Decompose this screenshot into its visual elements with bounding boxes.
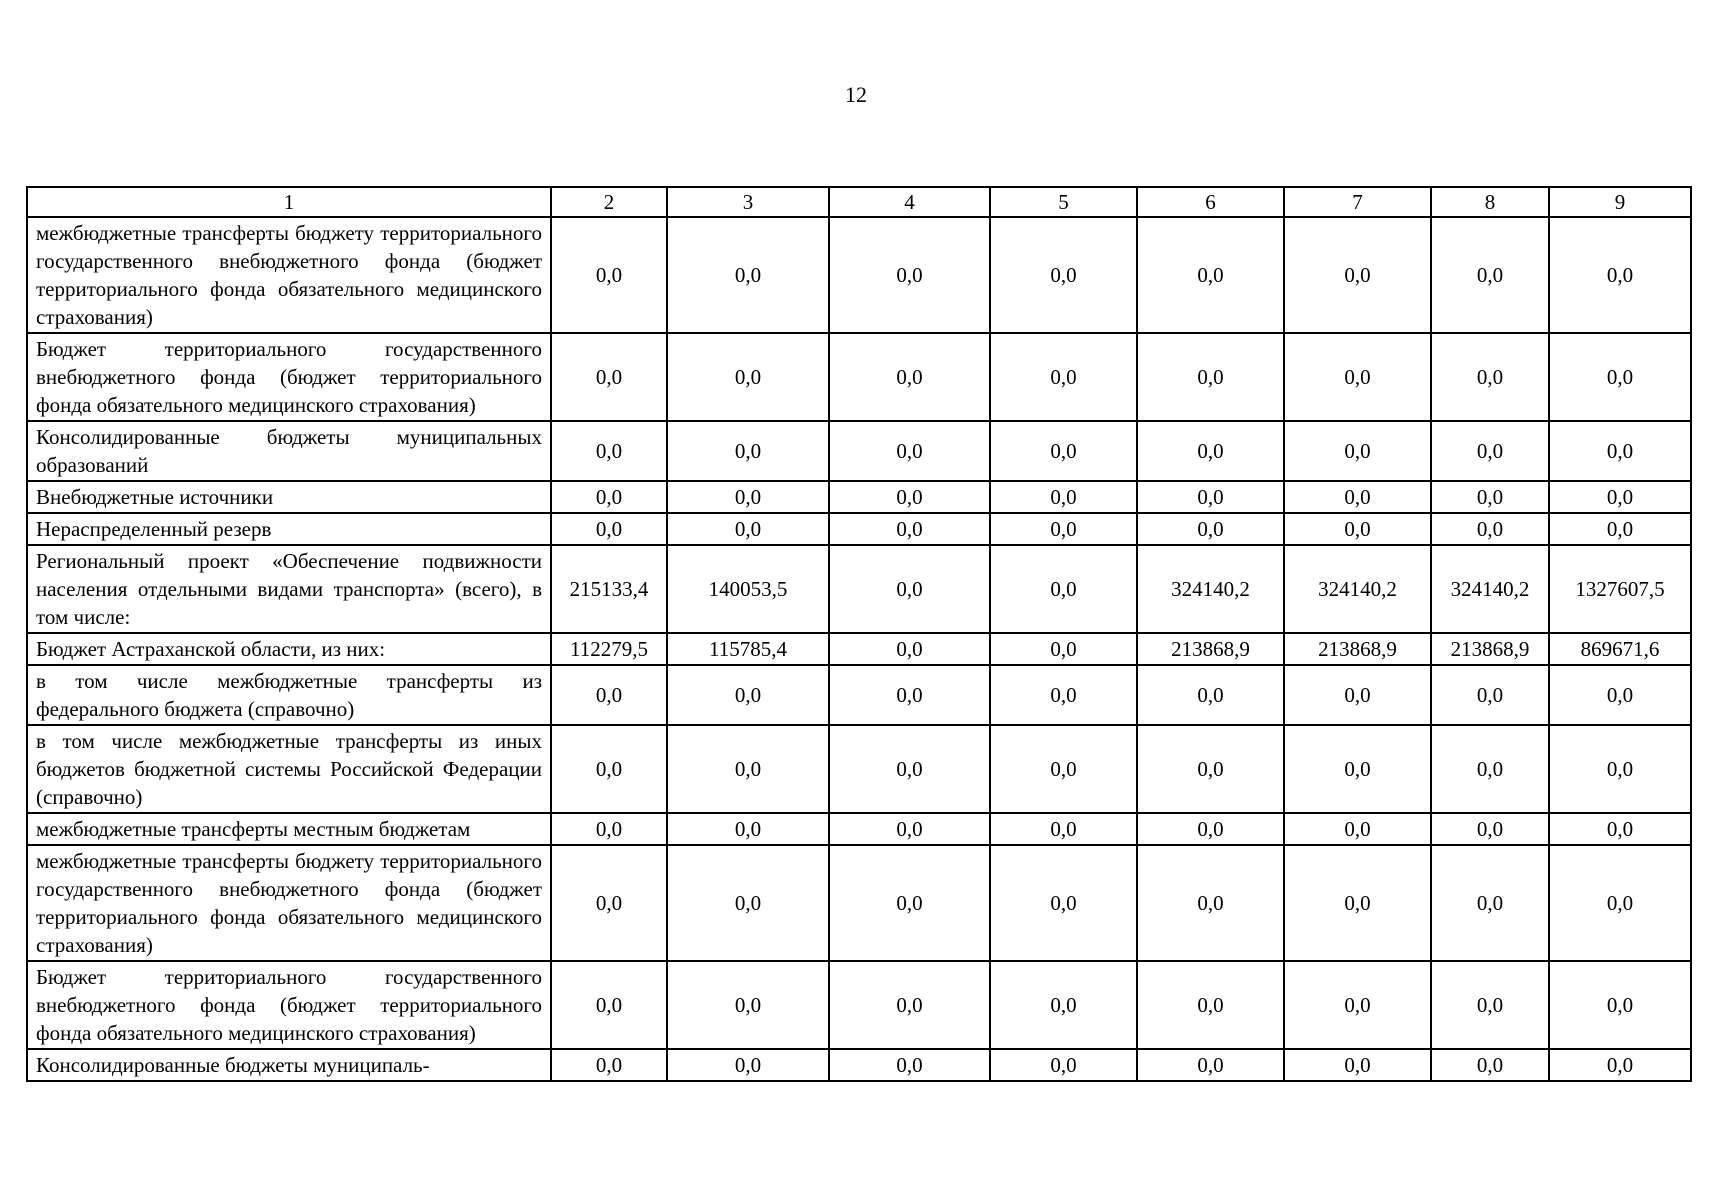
- table-cell: 0,0: [667, 481, 829, 513]
- table-cell: 0,0: [551, 725, 667, 813]
- column-header: 5: [990, 187, 1137, 217]
- table-cell: 0,0: [667, 725, 829, 813]
- table-cell: 0,0: [1137, 961, 1284, 1049]
- column-header: 2: [551, 187, 667, 217]
- table-cell: 0,0: [667, 845, 829, 961]
- table-cell: 0,0: [829, 961, 990, 1049]
- table-cell: 0,0: [551, 961, 667, 1049]
- table-cell: 0,0: [1137, 813, 1284, 845]
- table-cell: 0,0: [1284, 813, 1431, 845]
- table-cell: 0,0: [551, 513, 667, 545]
- table-cell: 215133,4: [551, 545, 667, 633]
- table-row: [27, 421, 1691, 481]
- table-cell: 0,0: [990, 845, 1137, 961]
- table-cell: 0,0: [551, 813, 667, 845]
- table-row: [27, 665, 1691, 725]
- table-cell: 0,0: [829, 1049, 990, 1081]
- table-row: [27, 1049, 1691, 1081]
- row-label: межбюджетные трансферты бюджету территориального государственного внебюджетного фонда (бюджет территориального фонда обязательного медицинского страхования): [27, 845, 551, 961]
- table-cell: 112279,5: [551, 633, 667, 665]
- table-cell: 0,0: [1549, 1049, 1691, 1081]
- table-cell: 0,0: [829, 481, 990, 513]
- row-label: межбюджетные трансферты бюджету территориального государственного внебюджетного фонда (бюджет территориального фонда обязательного медицинского страхования): [27, 217, 551, 333]
- column-header: 7: [1284, 187, 1431, 217]
- table-cell: 0,0: [551, 481, 667, 513]
- table-cell: 0,0: [1549, 961, 1691, 1049]
- table-cell: 213868,9: [1137, 633, 1284, 665]
- table-row: [27, 545, 1691, 633]
- table-cell: 0,0: [829, 545, 990, 633]
- table-row: [27, 813, 1691, 845]
- row-label: межбюджетные трансферты местным бюджетам: [27, 813, 551, 845]
- table-cell: 0,0: [1137, 421, 1284, 481]
- table-cell: 0,0: [990, 633, 1137, 665]
- column-header: 8: [1431, 187, 1549, 217]
- table-header-row: [27, 187, 1691, 217]
- table-cell: 0,0: [667, 813, 829, 845]
- table-cell: 0,0: [1431, 813, 1549, 845]
- table-cell: 1327607,5: [1549, 545, 1691, 633]
- column-header: 1: [27, 187, 551, 217]
- table-cell: 140053,5: [667, 545, 829, 633]
- table-cell: 0,0: [829, 421, 990, 481]
- table-cell: 0,0: [1431, 725, 1549, 813]
- table-row: [27, 725, 1691, 813]
- table-cell: 0,0: [667, 1049, 829, 1081]
- page-number: 12: [845, 82, 867, 107]
- table-cell: 0,0: [1431, 333, 1549, 421]
- table-cell: 0,0: [1137, 725, 1284, 813]
- table-cell: 0,0: [667, 961, 829, 1049]
- table-cell: 0,0: [551, 421, 667, 481]
- table-cell: 0,0: [551, 665, 667, 725]
- table-cell: 0,0: [990, 961, 1137, 1049]
- table-cell: 0,0: [1137, 1049, 1284, 1081]
- table-cell: 0,0: [1284, 665, 1431, 725]
- row-label: Консолидированные бюджеты муниципальных образований: [27, 421, 551, 481]
- table-row: [27, 333, 1691, 421]
- budget-table: [26, 186, 1692, 1082]
- table-cell: 0,0: [829, 813, 990, 845]
- table-cell: 0,0: [1137, 513, 1284, 545]
- row-label: Бюджет Астраханской области, из них:: [27, 633, 551, 665]
- table-cell: 0,0: [1549, 813, 1691, 845]
- column-header: 6: [1137, 187, 1284, 217]
- table-cell: 0,0: [1137, 845, 1284, 961]
- table-cell: 115785,4: [667, 633, 829, 665]
- table-cell: 0,0: [829, 513, 990, 545]
- table-cell: 0,0: [990, 421, 1137, 481]
- table-cell: 0,0: [829, 333, 990, 421]
- table-cell: 0,0: [1431, 665, 1549, 725]
- table-cell: 0,0: [1549, 665, 1691, 725]
- row-label: в том числе межбюджетные трансферты из федерального бюджета (справочно): [27, 665, 551, 725]
- table-row: [27, 961, 1691, 1049]
- table-cell: 0,0: [829, 725, 990, 813]
- table-row: [27, 513, 1691, 545]
- table-cell: 0,0: [667, 513, 829, 545]
- row-label: Бюджет территориального государственного внебюджетного фонда (бюджет территориального фонда обязательного медицинского страхования): [27, 961, 551, 1049]
- table-cell: 0,0: [1549, 845, 1691, 961]
- table-cell: 0,0: [551, 845, 667, 961]
- table-cell: 0,0: [1431, 513, 1549, 545]
- column-header: 3: [667, 187, 829, 217]
- table-cell: 213868,9: [1284, 633, 1431, 665]
- table-row: [27, 481, 1691, 513]
- table-cell: 0,0: [1431, 481, 1549, 513]
- table-cell: 0,0: [1137, 481, 1284, 513]
- table-cell: 0,0: [990, 217, 1137, 333]
- table-cell: 0,0: [667, 217, 829, 333]
- table-cell: 0,0: [1284, 845, 1431, 961]
- table-cell: 0,0: [1549, 481, 1691, 513]
- table-cell: 0,0: [990, 545, 1137, 633]
- table-cell: 0,0: [1284, 513, 1431, 545]
- table-cell: 0,0: [829, 217, 990, 333]
- table-cell: 0,0: [667, 421, 829, 481]
- table-cell: 0,0: [1431, 1049, 1549, 1081]
- table-cell: 213868,9: [1431, 633, 1549, 665]
- table-row: [27, 217, 1691, 333]
- table-cell: 0,0: [990, 665, 1137, 725]
- row-label: Региональный проект «Обеспечение подвижности населения отдельными видами транспорта» (всего), в том числе:: [27, 545, 551, 633]
- table-cell: 0,0: [551, 1049, 667, 1081]
- table-cell: 0,0: [1284, 481, 1431, 513]
- table-cell: 0,0: [1549, 513, 1691, 545]
- table-cell: 324140,2: [1137, 545, 1284, 633]
- table-cell: 0,0: [990, 1049, 1137, 1081]
- table-cell: 0,0: [551, 217, 667, 333]
- table-row: [27, 845, 1691, 961]
- table-cell: 0,0: [1284, 1049, 1431, 1081]
- row-label: Консолидированные бюджеты муниципаль-: [27, 1049, 551, 1081]
- table-cell: 324140,2: [1284, 545, 1431, 633]
- row-label: в том числе межбюджетные трансферты из иных бюджетов бюджетной системы Российской Федерации (справочно): [27, 725, 551, 813]
- table-cell: 0,0: [1284, 961, 1431, 1049]
- table-cell: 0,0: [1284, 725, 1431, 813]
- table-cell: 0,0: [829, 633, 990, 665]
- table-cell: 0,0: [1284, 421, 1431, 481]
- table-cell: 0,0: [990, 481, 1137, 513]
- table-cell: 0,0: [1431, 421, 1549, 481]
- table-cell: 0,0: [990, 725, 1137, 813]
- table-cell: 0,0: [1549, 421, 1691, 481]
- table-cell: 0,0: [829, 845, 990, 961]
- table-cell: 324140,2: [1431, 545, 1549, 633]
- table-cell: 0,0: [1431, 845, 1549, 961]
- table-cell: 0,0: [990, 333, 1137, 421]
- table-cell: 0,0: [1284, 333, 1431, 421]
- table-cell: 0,0: [990, 513, 1137, 545]
- row-label: Нераспределенный резерв: [27, 513, 551, 545]
- table-row: [27, 633, 1691, 665]
- table-cell: 0,0: [990, 813, 1137, 845]
- table-cell: 0,0: [667, 333, 829, 421]
- table-cell: 0,0: [1137, 665, 1284, 725]
- table-cell: 0,0: [1549, 725, 1691, 813]
- table-cell: 0,0: [1549, 333, 1691, 421]
- table-cell: 869671,6: [1549, 633, 1691, 665]
- table-cell: 0,0: [1431, 217, 1549, 333]
- table-cell: 0,0: [1431, 961, 1549, 1049]
- table-cell: 0,0: [829, 665, 990, 725]
- row-label: Внебюджетные источники: [27, 481, 551, 513]
- table-cell: 0,0: [1284, 217, 1431, 333]
- table-cell: 0,0: [551, 333, 667, 421]
- table-cell: 0,0: [667, 665, 829, 725]
- table-cell: 0,0: [1137, 333, 1284, 421]
- column-header: 9: [1549, 187, 1691, 217]
- column-header: 4: [829, 187, 990, 217]
- row-label: Бюджет территориального государственного внебюджетного фонда (бюджет территориального фонда обязательного медицинского страхования): [27, 333, 551, 421]
- table-cell: 0,0: [1549, 217, 1691, 333]
- table-cell: 0,0: [1137, 217, 1284, 333]
